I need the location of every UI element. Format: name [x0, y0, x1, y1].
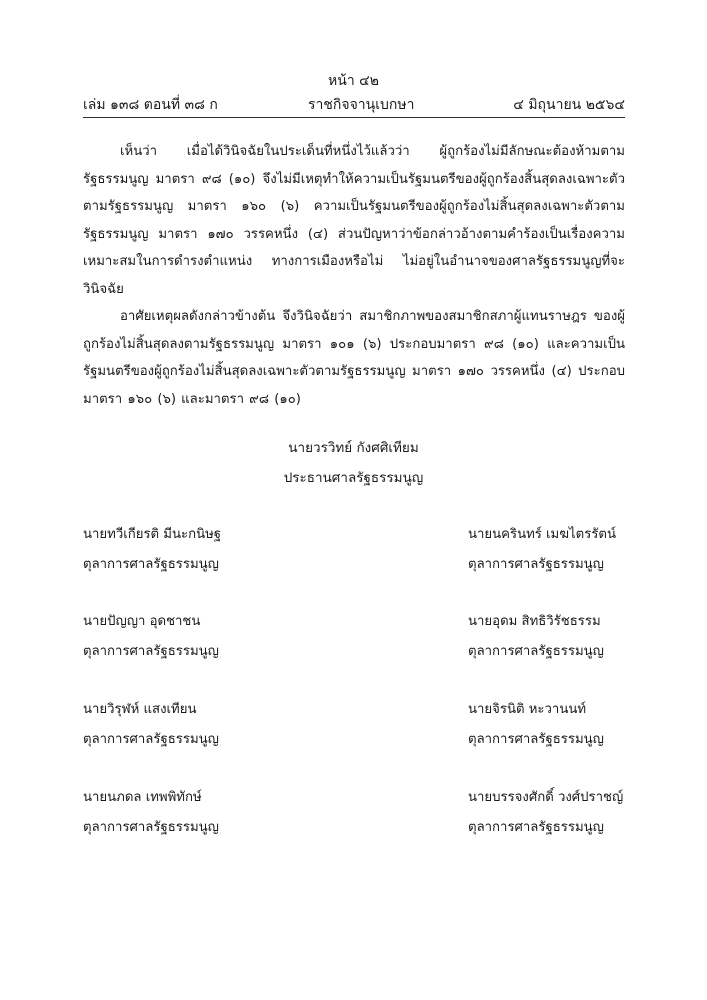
- judge-title: ตุลาการศาลรัฐธรรมนูญ: [468, 644, 604, 659]
- judge-title: ตุลาการศาลรัฐธรรมนูญ: [83, 732, 219, 747]
- chief-justice-signature: [0, 433, 707, 493]
- publication-name: ราชกิจจานุเบกษา: [308, 97, 415, 113]
- chief-justice-title: ประธานศาลรัฐธรรมนูญ: [283, 470, 424, 486]
- judge-name: นายวิรุฬห์ แสงเทียน: [83, 702, 197, 717]
- judge-signature: [83, 520, 221, 580]
- judge-name: นายบรรจงศักดิ์ วงศ์ปราชญ์: [468, 790, 624, 805]
- judge-title: ตุลาการศาลรัฐธรรมนูญ: [83, 557, 219, 572]
- judge-signature: [83, 695, 219, 755]
- judge-signature: [468, 783, 623, 843]
- judge-signature: [83, 783, 219, 843]
- judge-signature: [468, 695, 604, 755]
- judge-title: ตุลาการศาลรัฐธรรมนูญ: [83, 820, 219, 835]
- judge-signature: [468, 607, 604, 667]
- judge-name: นายจิรนิติ หะวานนท์: [468, 702, 587, 717]
- volume-issue: เล่ม ๑๓๘ ตอนที่ ๓๘ ก: [83, 97, 218, 113]
- gazette-header: [83, 94, 625, 118]
- judge-name: นายนครินทร์ เมฆไตรรัตน์: [468, 527, 616, 542]
- judge-name: นายทวีเกียรติ มีนะกนิษฐ: [83, 527, 222, 542]
- page-number: หน้า ๔๒: [328, 73, 379, 89]
- ruling-paragraph: อาศัยเหตุผลดังกล่าวข้างต้น จึงวินิจฉัยว่า สมาชิกภาพของสมาชิกสภาผู้แทนราษฎร ของผู้ถูกร้องไม่สิ้นสุดลงตามรัฐธรรมนูญ มาตรา ๑๐๑ (๖) ประกอบมาตรา ๙๘ (๑๐) และความเป็นรัฐมนตรีของผู้ถูกร้องไม่สิ้นสุดลงเฉพาะตัวตามรัฐธรรมนูญ มาตรา ๑๗๐ วรรคหนึ่ง (๔) ประกอบมาตรา ๑๖๐ (๖) และมาตรา ๙๘ (๑๐): [83, 309, 625, 407]
- judge-title: ตุลาการศาลรัฐธรรมนูญ: [83, 644, 219, 659]
- judge-title: ตุลาการศาลรัฐธรรมนูญ: [468, 820, 604, 835]
- chief-justice-name: นายวรวิทย์ กังศศิเทียม: [288, 440, 419, 456]
- ruling-body: [83, 138, 625, 413]
- judge-signature: [83, 607, 219, 667]
- ruling-paragraph: เห็นว่า เมื่อได้วินิจฉัยในประเด็นที่หนึ่งไว้แล้วว่า ผู้ถูกร้องไม่มีลักษณะต้องห้ามตามรัฐธรรมนูญ มาตรา ๙๘ (๑๐) จึงไม่มีเหตุทำให้ความเป็นรัฐมนตรีของผู้ถูกร้องสิ้นสุดลงเฉพาะตัวตามรัฐธรรมนูญ มาตรา ๑๖๐ (๖) ความเป็นรัฐมนตรีของผู้ถูกร้องไม่สิ้นสุดลงเฉพาะตัวตามรัฐธรรมนูญ มาตรา ๑๗๐ วรรคหนึ่ง (๔) ส่วนปัญหาว่าข้อกล่าวอ้างตามคำร้องเป็นเรื่องความเหมาะสมในการดำรงตำแหน่ง ทางการเมืองหรือไม่ ไม่อยู่ในอำนาจของศาลรัฐธรรมนูญที่จะวินิจฉัย: [83, 144, 625, 297]
- judge-name: นายอุดม สิทธิวิรัชธรรม: [468, 614, 601, 629]
- publication-date: ๔ มิถุนายน ๒๕๖๔: [513, 97, 625, 113]
- judge-name: นายนภดล เทพพิทักษ์: [83, 790, 202, 805]
- judge-title: ตุลาการศาลรัฐธรรมนูญ: [468, 557, 604, 572]
- judge-name: นายปัญญา อุดชาชน: [83, 614, 201, 629]
- judge-signature: [468, 520, 616, 580]
- judge-title: ตุลาการศาลรัฐธรรมนูญ: [468, 732, 604, 747]
